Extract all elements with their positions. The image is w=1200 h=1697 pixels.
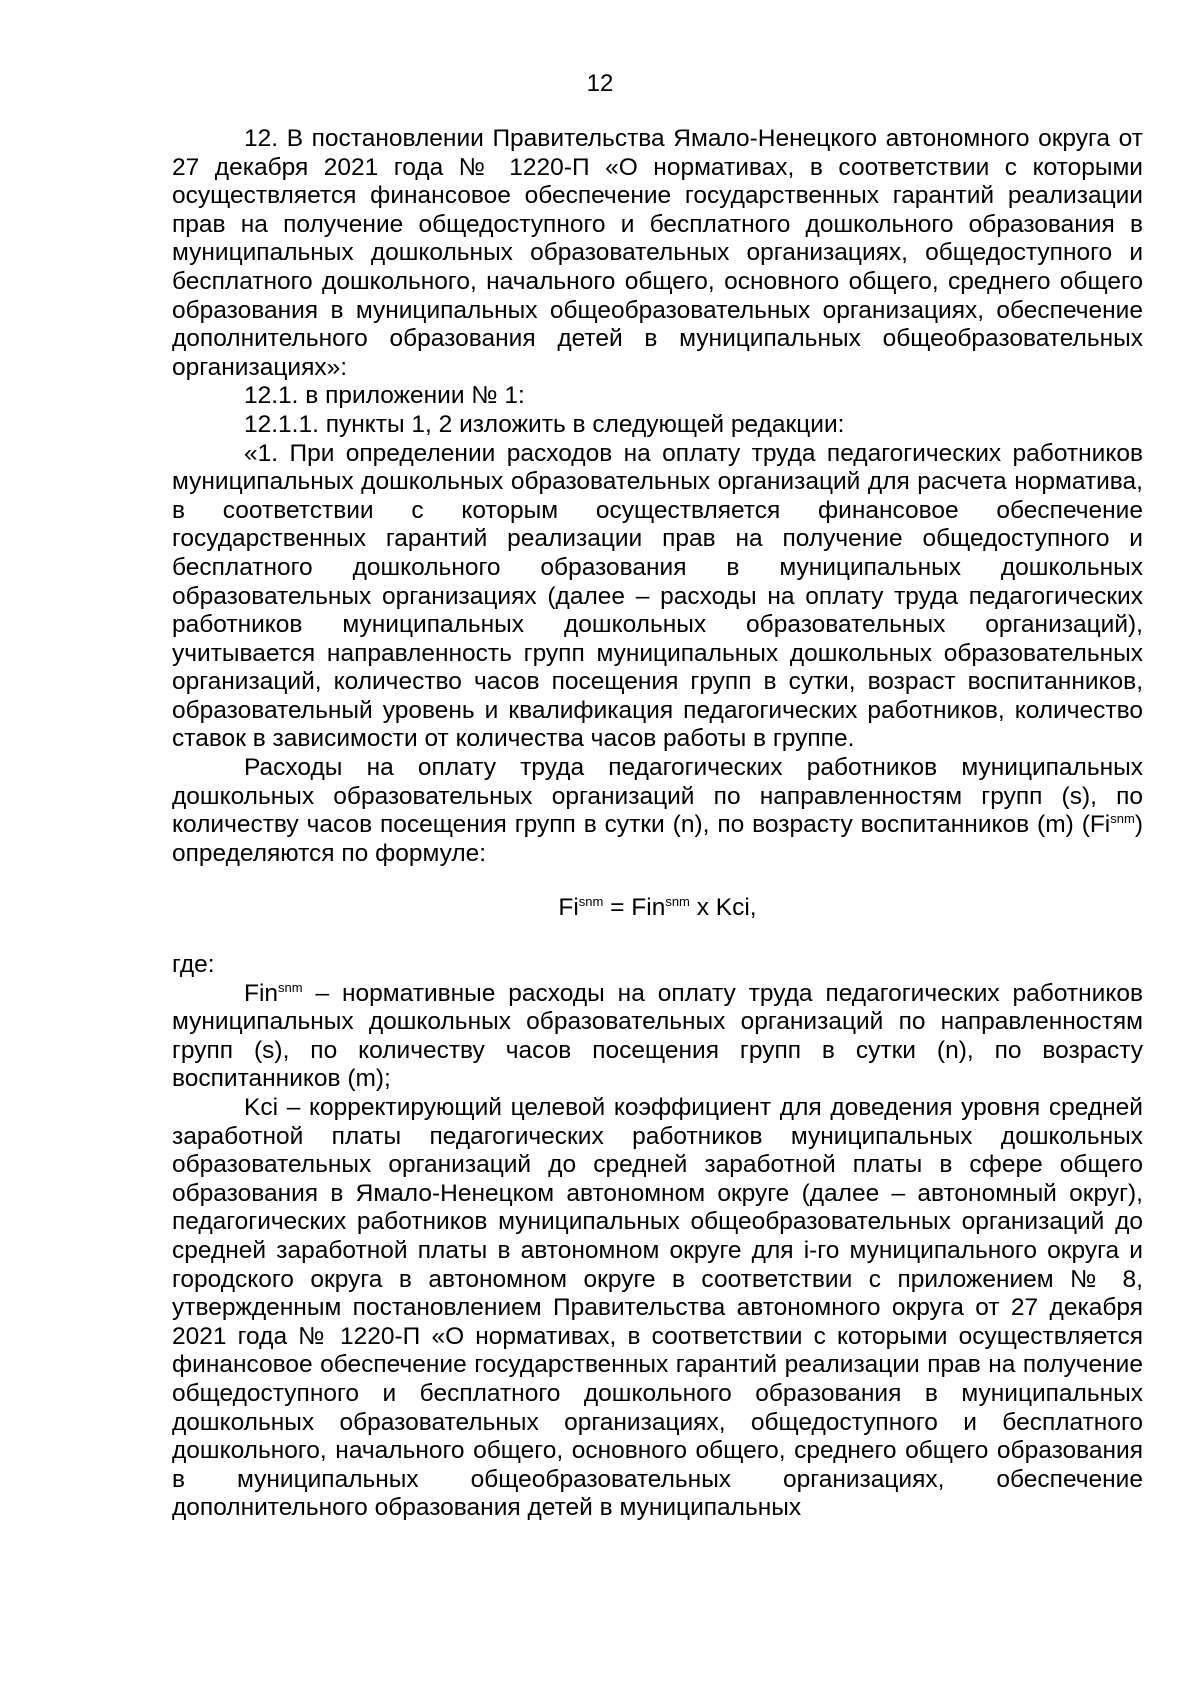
formula <box>172 894 1143 923</box>
formula-mid-superscript: snm <box>665 894 690 910</box>
formula-rhs: x Kci, <box>689 894 757 922</box>
fin-superscript: snm <box>278 979 303 995</box>
document-body <box>172 125 1143 1523</box>
paragraph-point-1: «1. При определении расходов на оплату труда педагогических работников муниципальных дошкольных образовательных организаций для расчета норматива, в соответствии с которым осуществляется финансовое обеспечение государственных гарантий реализации прав на получение общедоступного и бесплатного дошкольного образования в муниципальных дошкольных образовательных организациях (далее – расходы на оплату труда педагогических работников муниципальных дошкольных образовательных организаций), учитывается направленность групп муниципальных дошкольных образовательных организаций, количество часов посещения групп в сутки, возраст воспитанников, образовательный уровень и квалификация педагогических работников, количество ставок в зависимости от количества часов работы в группе. <box>172 439 1143 753</box>
paragraph-fin-definition <box>172 980 1143 1094</box>
paragraph-12-1: 12.1. в приложении № 1: <box>244 382 525 410</box>
where-label: где: <box>172 951 215 979</box>
expenses-text-end: ) определяются по формуле: <box>172 811 1143 867</box>
paragraph-12-1-1: 12.1.1. пункты 1, 2 изложить в следующей редакции: <box>244 410 845 438</box>
expenses-superscript: snm <box>1110 811 1135 827</box>
formula-lhs: Fi <box>558 894 579 922</box>
formula-lhs-superscript: snm <box>578 894 604 910</box>
fin-definition-text: – нормативные расходы на оплату труда педагогических работников муниципальных дошкольных образовательных организаций по направленностям групп (s), по количеству часов посещения групп в сутки (n), по возрасту воспитанников (m); <box>172 979 1143 1093</box>
expenses-text: Расходы на оплату труда педагогических работников муниципальных дошкольных образовательных организаций по направленностям групп (s), по количеству часов посещения групп в сутки (n), по возрасту воспитанников (m) (Fi <box>172 754 1143 839</box>
paragraph-expenses <box>172 754 1143 868</box>
fin-term: Fin <box>244 979 279 1007</box>
page-number: 12 <box>586 70 614 97</box>
paragraph-kci-definition: Kci – корректирующий целевой коэффициент для доведения уровня средней заработной платы педагогических работников муниципальных дошкольных образовательных организаций до средней заработной платы в сфере общего образования в Ямало-Ненецком автономном округе (далее – автономный округ), педагогических работников муниципальных общеобразовательных организаций до средней заработной платы в автономном округе для i-го муниципального округа и городского округа в автономном округе в соответствии с приложением № 8, утвержденным постановлением Правительства автономного округа от 27 декабря 2021 года № 1220-П «О нормативах, в соответствии с которыми осуществляется финансовое обеспечение государственных гарантий реализации прав на получение общедоступного и бесплатного дошкольного образования в муниципальных дошкольных образовательных организациях, общедоступного и бесплатного дошкольного, начального общего, основного общего, среднего общего образования в муниципальных общеобразовательных организациях, обеспечение дополнительного образования детей в муниципальных <box>172 1094 1143 1522</box>
formula-mid: = Fin <box>603 894 666 922</box>
paragraph-12: 12. В постановлении Правительства Ямало-Ненецкого автономного округа от 27 декабря 2021 года № 1220-П «О нормативах, в соответствии с которыми осуществляется финансовое обеспечение государственных гарантий реализации прав на получение общедоступного и бесплатного дошкольного образования в муниципальных дошкольных образовательных организациях, общедоступного и бесплатного дошкольного, начального общего, основного общего, среднего общего образования в муниципальных общеобразовательных организациях, обеспечение дополнительного образования детей в муниципальных общеобразовательных организациях»: <box>172 125 1143 381</box>
